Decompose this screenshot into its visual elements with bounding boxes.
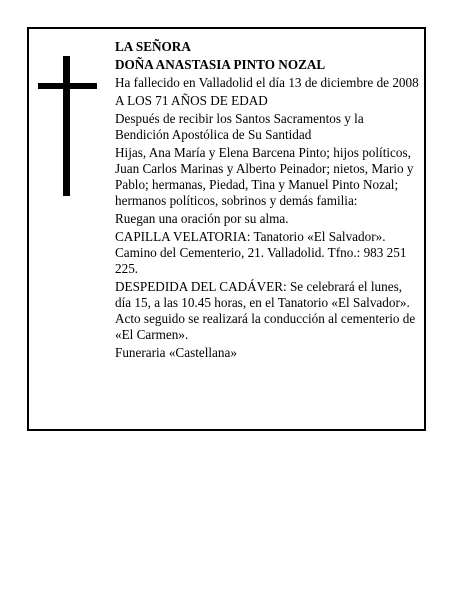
death-statement: Ha fallecido en Valladolid el día 13 de diciembre de 2008 [115, 75, 419, 90]
funeral-home: Funeraria «Castellana» [115, 345, 237, 360]
farewell-info: DESPEDIDA DEL CADÁVER: Se celebrará el lunes, día 15, a las 10.45 horas, en el Tanatorio «El Salvador». Acto seguido se realizará la conducción al cementerio de «El Carmen». [115, 279, 416, 342]
deceased-name: DOÑA ANASTASIA PINTO NOZAL [115, 57, 326, 72]
sacraments-statement: Después de recibir los Santos Sacramentos y la Bendición Apostólica de Su Santidad [115, 111, 364, 142]
family-list: Hijas, Ana María y Elena Barcena Pinto; hijos políticos, Juan Carlos Marinas y Alberto Peinador; nietos, Mario y Pablo; hermanas, Piedad, Tina y Manuel Pinto Nozal; hermanos políticos, sobrinos y demás familia: [115, 145, 414, 208]
cross-horizontal-bar [38, 83, 97, 89]
chapel-info: CAPILLA VELATORIA: Tanatorio «El Salvador». Camino del Cementerio, 21. Valladolid. Tfno.: 983 251 225. [115, 229, 407, 276]
prayer-request: Ruegan una oración por su alma. [115, 211, 289, 226]
notice-title: LA SEÑORA [115, 39, 191, 54]
age-statement: A LOS 71 AÑOS DE EDAD [115, 93, 268, 108]
cross-vertical-bar [63, 56, 70, 196]
obituary-text [115, 39, 421, 363]
